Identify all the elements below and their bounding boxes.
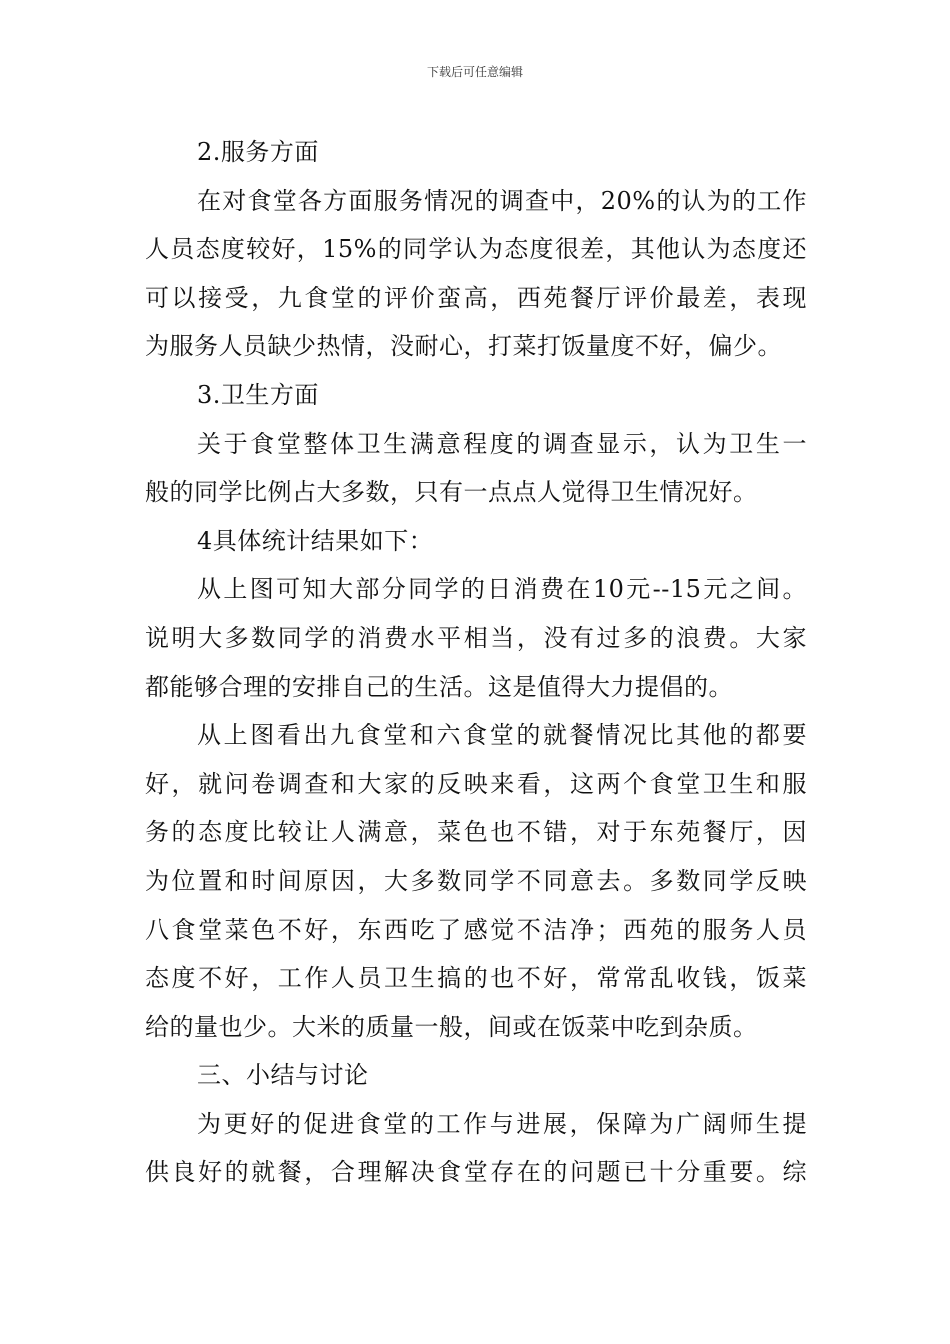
paragraph-line: 般的同学比例占大多数，只有一点点人觉得卫生情况好。 bbox=[145, 478, 758, 507]
paragraph-line: 人员态度较好，15%的同学认为态度很差，其他认为态度还 bbox=[145, 235, 807, 264]
document-body bbox=[145, 128, 807, 1197]
paragraph-line: 态度不好，工作人员卫生搞的也不好，常常乱收钱，饭菜 bbox=[145, 964, 807, 993]
paragraph-line: 八食堂菜色不好，东西吃了感觉不洁净；西苑的服务人员 bbox=[145, 915, 807, 944]
paragraph-line: 给的量也少。大米的质量一般，间或在饭菜中吃到杂质。 bbox=[145, 1012, 758, 1041]
paragraph-line: 都能够合理的安排自己的生活。这是值得大力提倡的。 bbox=[145, 672, 733, 701]
paragraph-line: 从上图看出九食堂和六食堂的就餐情况比其他的都要 bbox=[197, 721, 807, 750]
page-header: 下载后可任意编辑 bbox=[426, 65, 523, 79]
paragraph-line: 关于食堂整体卫生满意程度的调查显示，认为卫生一 bbox=[197, 429, 807, 458]
paragraph-line: 说明大多数同学的消费水平相当，没有过多的浪费。大家 bbox=[145, 623, 807, 652]
paragraph-line: 为位置和时间原因，大多数同学不同意去。多数同学反映 bbox=[145, 866, 807, 895]
section-heading-service: 2.服务方面 bbox=[197, 138, 319, 166]
paragraph-line: 务的态度比较让人满意，菜色也不错，对于东苑餐厅，因 bbox=[145, 818, 807, 847]
paragraph-line: 在对食堂各方面服务情况的调查中，20%的认为的工作 bbox=[197, 186, 807, 215]
paragraph-line: 供良好的就餐，合理解决食堂存在的问题已十分重要。综 bbox=[145, 1158, 807, 1187]
paragraph-line: 为更好的促进食堂的工作与进展，保障为广阔师生提 bbox=[197, 1109, 807, 1138]
paragraph-line: 好，就问卷调查和大家的反映来看，这两个食堂卫生和服 bbox=[145, 769, 807, 798]
section-heading-summary: 三、小结与讨论 bbox=[197, 1061, 369, 1090]
section-heading-hygiene: 3.卫生方面 bbox=[197, 380, 319, 409]
paragraph-line: 从上图可知大部分同学的日消费在10元--15元之间。 bbox=[197, 575, 807, 604]
paragraph-line: 可以接受，九食堂的评价蛮高，西苑餐厅评价最差，表现 bbox=[145, 283, 807, 312]
paragraph-line: 为服务人员缺少热情，没耐心，打菜打饭量度不好，偏少。 bbox=[145, 332, 782, 361]
section-heading-statistics: 4具体统计结果如下： bbox=[197, 526, 434, 555]
